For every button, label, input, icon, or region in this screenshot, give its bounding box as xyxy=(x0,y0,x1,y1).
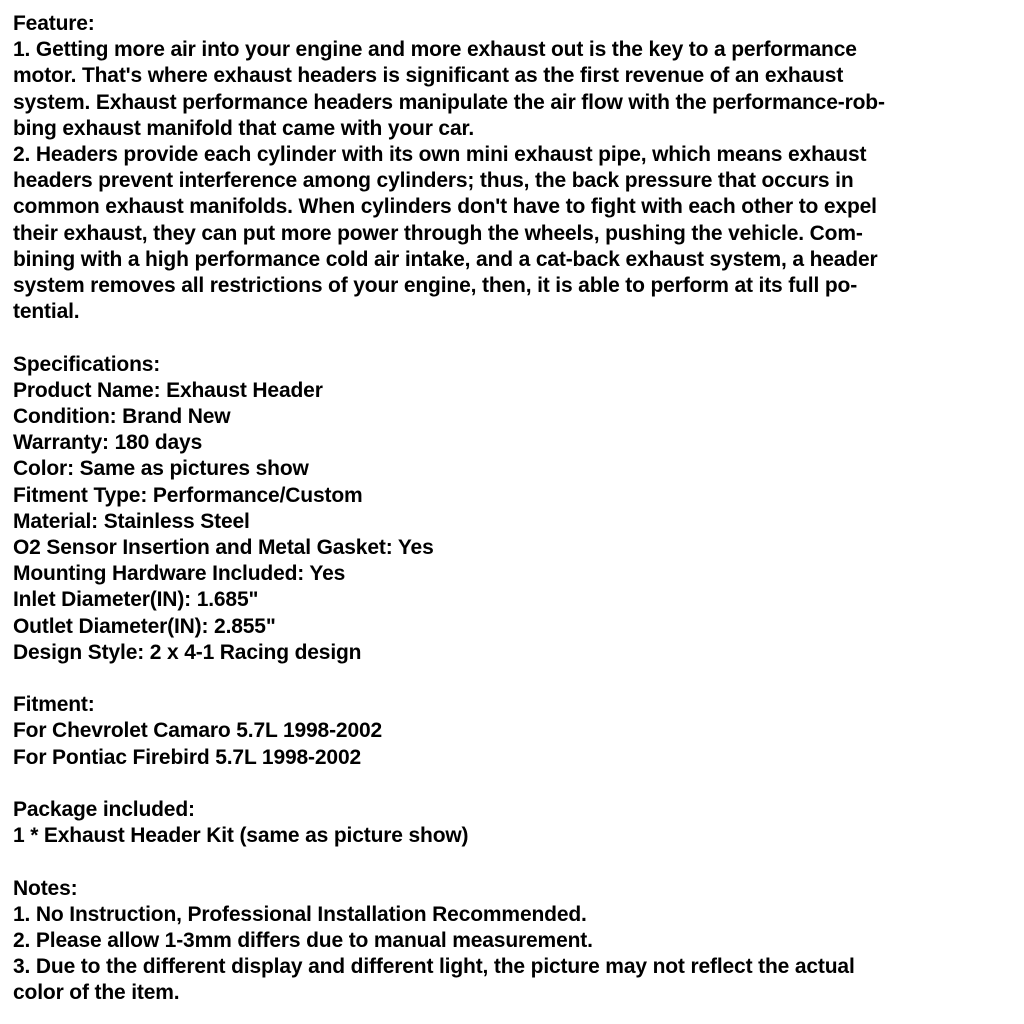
feature-line-2: 1. Getting more air into your engine and more exhaust out is the key to a performance xyxy=(13,38,857,62)
specifications-line-7: Material: Stainless Steel xyxy=(13,509,250,533)
specifications-line-6: Fitment Type: Performance/Custom xyxy=(13,483,363,507)
feature-line-11: system removes all restrictions of your engine, then, it is able to perform at its full po- xyxy=(13,274,858,298)
notes-line-4: 3. Due to the different display and different light, the picture may not reflect the actual xyxy=(13,955,855,979)
section-notes xyxy=(13,876,1016,1007)
specifications-line-1: Specifications: xyxy=(13,352,161,376)
specifications-line-8: O2 Sensor Insertion and Metal Gasket: Yes xyxy=(13,536,434,560)
specifications-line-12: Design Style: 2 x 4-1 Racing design xyxy=(13,640,362,664)
specifications-line-10: Inlet Diameter(IN): 1.685" xyxy=(13,588,259,612)
package-line-2: 1 * Exhaust Header Kit (same as picture show) xyxy=(13,824,469,848)
feature-line-3: motor. That's where exhaust headers is significant as the first revenue of an exhaust xyxy=(13,64,844,88)
fitment-line-2: For Chevrolet Camaro 5.7L 1998-2002 xyxy=(13,719,383,743)
feature-line-5: bing exhaust manifold that came with your car. xyxy=(13,116,475,140)
notes-line-5: color of the item. xyxy=(13,981,180,1005)
notes-line-1: Notes: xyxy=(13,876,78,900)
package-line-1: Package included: xyxy=(13,798,195,822)
specifications-line-3: Condition: Brand New xyxy=(13,405,231,429)
fitment-line-3: For Pontiac Firebird 5.7L 1998-2002 xyxy=(13,745,362,769)
feature-line-8: common exhaust manifolds. When cylinders don't have to fight with each other to expel xyxy=(13,195,877,219)
specifications-line-9: Mounting Hardware Included: Yes xyxy=(13,562,346,586)
section-package xyxy=(13,797,1016,849)
notes-line-2: 1. No Instruction, Professional Installation Recommended. xyxy=(13,902,587,926)
section-fitment xyxy=(13,692,1016,771)
feature-line-7: headers prevent interference among cylinders; thus, the back pressure that occurs in xyxy=(13,169,854,193)
section-specifications xyxy=(13,352,1016,666)
description-sections xyxy=(13,11,1016,1007)
notes-line-3: 2. Please allow 1-3mm differs due to manual measurement. xyxy=(13,929,593,953)
feature-line-1: Feature: xyxy=(13,12,95,35)
feature-line-4: system. Exhaust performance headers manipulate the air flow with the performance-rob- xyxy=(13,90,885,114)
feature-line-12: tential. xyxy=(13,300,80,324)
specifications-line-4: Warranty: 180 days xyxy=(13,431,203,455)
specifications-line-11: Outlet Diameter(IN): 2.855" xyxy=(13,614,276,638)
section-feature xyxy=(13,11,1016,325)
feature-line-9: their exhaust, they can put more power through the wheels, pushing the vehicle. Com- xyxy=(13,221,863,245)
specifications-line-5: Color: Same as pictures show xyxy=(13,457,309,481)
specifications-line-2: Product Name: Exhaust Header xyxy=(13,378,323,402)
feature-line-6: 2. Headers provide each cylinder with its own mini exhaust pipe, which means exhaust xyxy=(13,143,867,167)
feature-line-10: bining with a high performance cold air intake, and a cat-back exhaust system, a header xyxy=(13,247,878,271)
fitment-line-1: Fitment: xyxy=(13,693,95,717)
